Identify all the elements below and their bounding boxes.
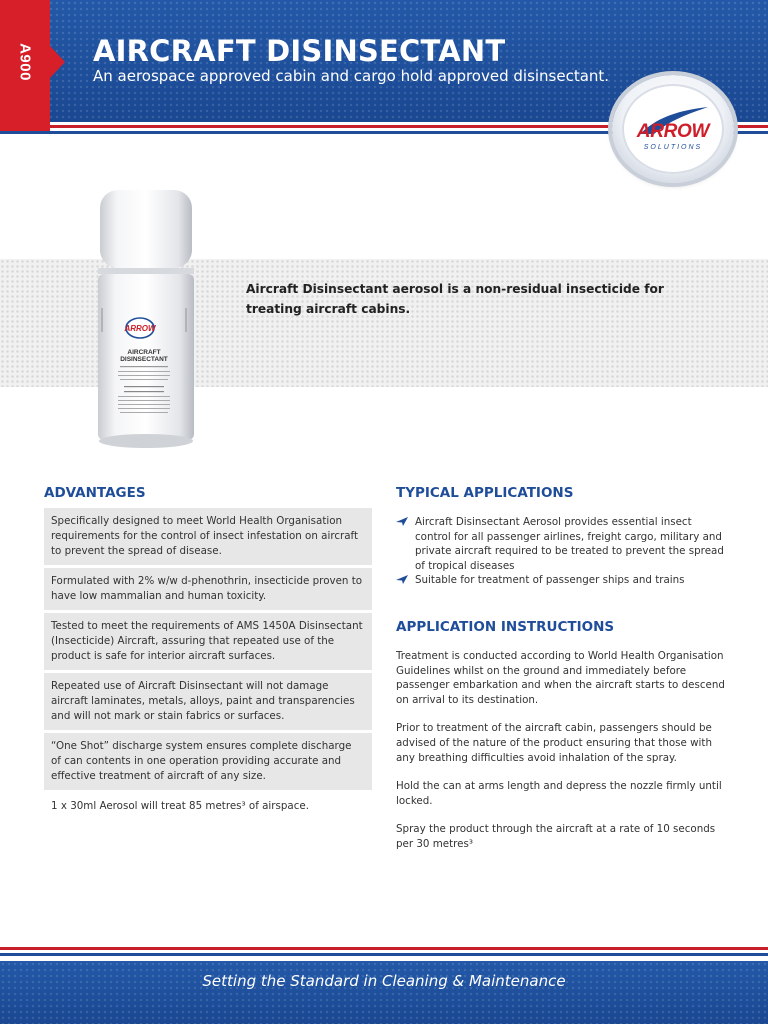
can-label-line-2: DISINSECTANT [120,356,168,363]
can-label-line-1: AIRCRAFT [127,349,161,356]
advantage-item: 1 x 30ml Aerosol will treat 85 metres³ of airspace. [51,800,310,812]
footer-red-stripe [0,947,768,950]
instruction-paragraph: Spray the product through the aircraft at a rate of 10 seconds per 30 metres³ [396,823,716,850]
advantage-item: Tested to meet the requirements of AMS 1450A Disinsectant (Insecticide) Aircraft, assuring that repeated use of the product is safe for interior aircraft surfaces. [44,613,372,670]
plane-bullet-icon [396,575,408,584]
svg-text:ARROW: ARROW [124,324,156,333]
product-code-tab [0,0,50,134]
footer-blue-stripe [0,953,768,956]
logo-inner [622,84,724,174]
product-code: A900 [16,43,34,81]
page-title: AIRCRAFT DISINSECTANT [93,34,506,68]
footer-banner [0,961,768,1024]
advantages-heading: ADVANTAGES [44,485,146,501]
aerosol-can-image [94,188,198,452]
plane-bullet-icon [396,517,408,526]
list-item [396,515,726,573]
applications-heading: TYPICAL APPLICATIONS [396,485,574,501]
instructions-body [396,649,726,866]
logo-brand: ARROW [636,121,710,142]
arrow-solutions-logo [612,75,734,183]
logo-sub: SOLUTIONS [643,144,703,151]
instructions-heading: APPLICATION INSTRUCTIONS [396,619,615,635]
instruction-paragraph: Prior to treatment of the aircraft cabin, passengers should be advised of the nature of the product ensuring that those with any breathing difficulties avoid inhalation of the spray. [396,722,712,764]
advantage-item: Specifically designed to meet World Health Organisation requirements for the control of insect infestation on aircraft to prevent the spread of disease. [44,508,372,565]
footer-tagline: Setting the Standard in Cleaning & Maintenance [202,972,566,990]
list-item [396,573,726,588]
advantage-item: Formulated with 2% w/w d-phenothrin, insecticide proven to have low mammalian and human toxicity. [44,568,372,610]
instruction-paragraph: Treatment is conducted according to World Health Organisation Guidelines whilst on the ground and immediately before passenger embarkation and when the aircraft starts to descend on arrival to its destination. [396,650,725,706]
intro-text: Aircraft Disinsectant aerosol is a non-residual insecticide for treating aircraft cabins. [246,282,664,316]
application-text: Aircraft Disinsectant Aerosol provides essential insect control for all passenger airlines, freight cargo, military and private aircraft required to be treated to prevent the spread of tropical diseases [415,516,724,572]
application-text: Suitable for treatment of passenger ships and trains [415,574,685,587]
advantage-item: “One Shot” discharge system ensures complete discharge of can contents in one operation providing accurate and effective treatment of aircraft of any size. [44,733,372,790]
advantage-item: Repeated use of Aircraft Disinsectant will not damage aircraft laminates, metals, alloys, paint and transparencies and will not mark or stain fabrics or surfaces. [44,673,372,730]
page-subtitle: An aerospace approved cabin and cargo hold approved disinsectant. [93,67,610,85]
advantages-list [44,508,372,823]
instruction-paragraph: Hold the can at arms length and depress the nozzle firmly until locked. [396,780,722,807]
applications-list [396,515,726,588]
